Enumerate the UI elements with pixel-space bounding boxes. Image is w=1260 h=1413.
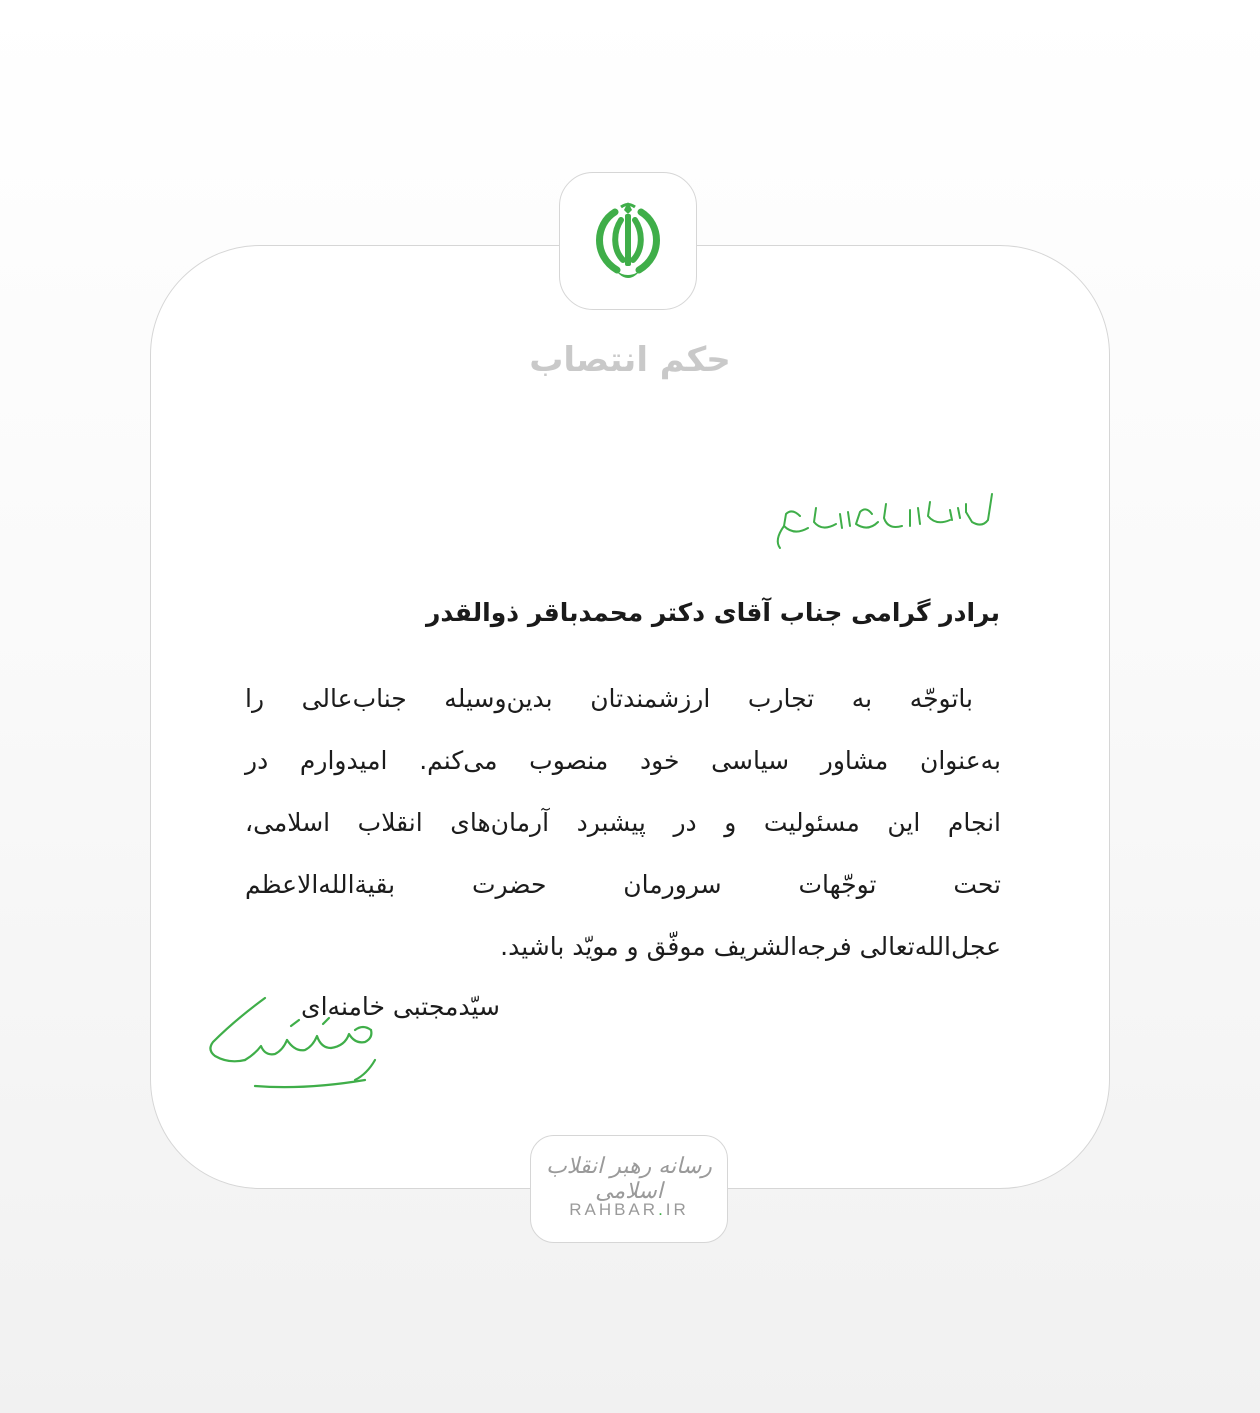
logo-site-name: [531, 1200, 727, 1220]
site-suffix: IR: [665, 1200, 689, 1219]
site-dot: .: [658, 1200, 666, 1219]
body-line: تحت توجّهات سرورمان حضرت بقیة‌الله‌الاعظم: [245, 870, 1001, 899]
logo-farsi-text: رسانه رهبر انقلاب اسلامی: [546, 1154, 712, 1204]
body-line: عجل‌الله‌تعالی فرجه‌الشریف موفّق و مویّد باشید.: [500, 932, 1001, 961]
iran-emblem-icon: [585, 198, 671, 284]
signer-name: سیّدمجتبی خامنه‌ای: [301, 992, 500, 1021]
site-prefix: RAHBAR: [569, 1200, 659, 1219]
body-line: باتوجّه به تجارب ارزشمندتان بدین‌وسیله جناب‌عالی را: [245, 684, 973, 713]
bismillah-calligraphy: [760, 482, 1000, 552]
emblem-badge: [559, 172, 697, 310]
body-line: به‌عنوان مشاور سیاسی خود منصوب می‌کنم. امیدوارم در: [245, 746, 1001, 775]
body-line: انجام این مسئولیت و در پیشبرد آرمان‌های انقلاب اسلامی،: [245, 808, 1001, 837]
rahbar-logo: [530, 1135, 728, 1243]
recipient-line: برادر گرامی جناب آقای دکتر محمدباقر ذوالقدر: [425, 598, 1000, 627]
decree-body: [245, 668, 1001, 978]
page-title: حکم انتصاب: [529, 340, 731, 380]
handwritten-signature: [195, 990, 395, 1100]
